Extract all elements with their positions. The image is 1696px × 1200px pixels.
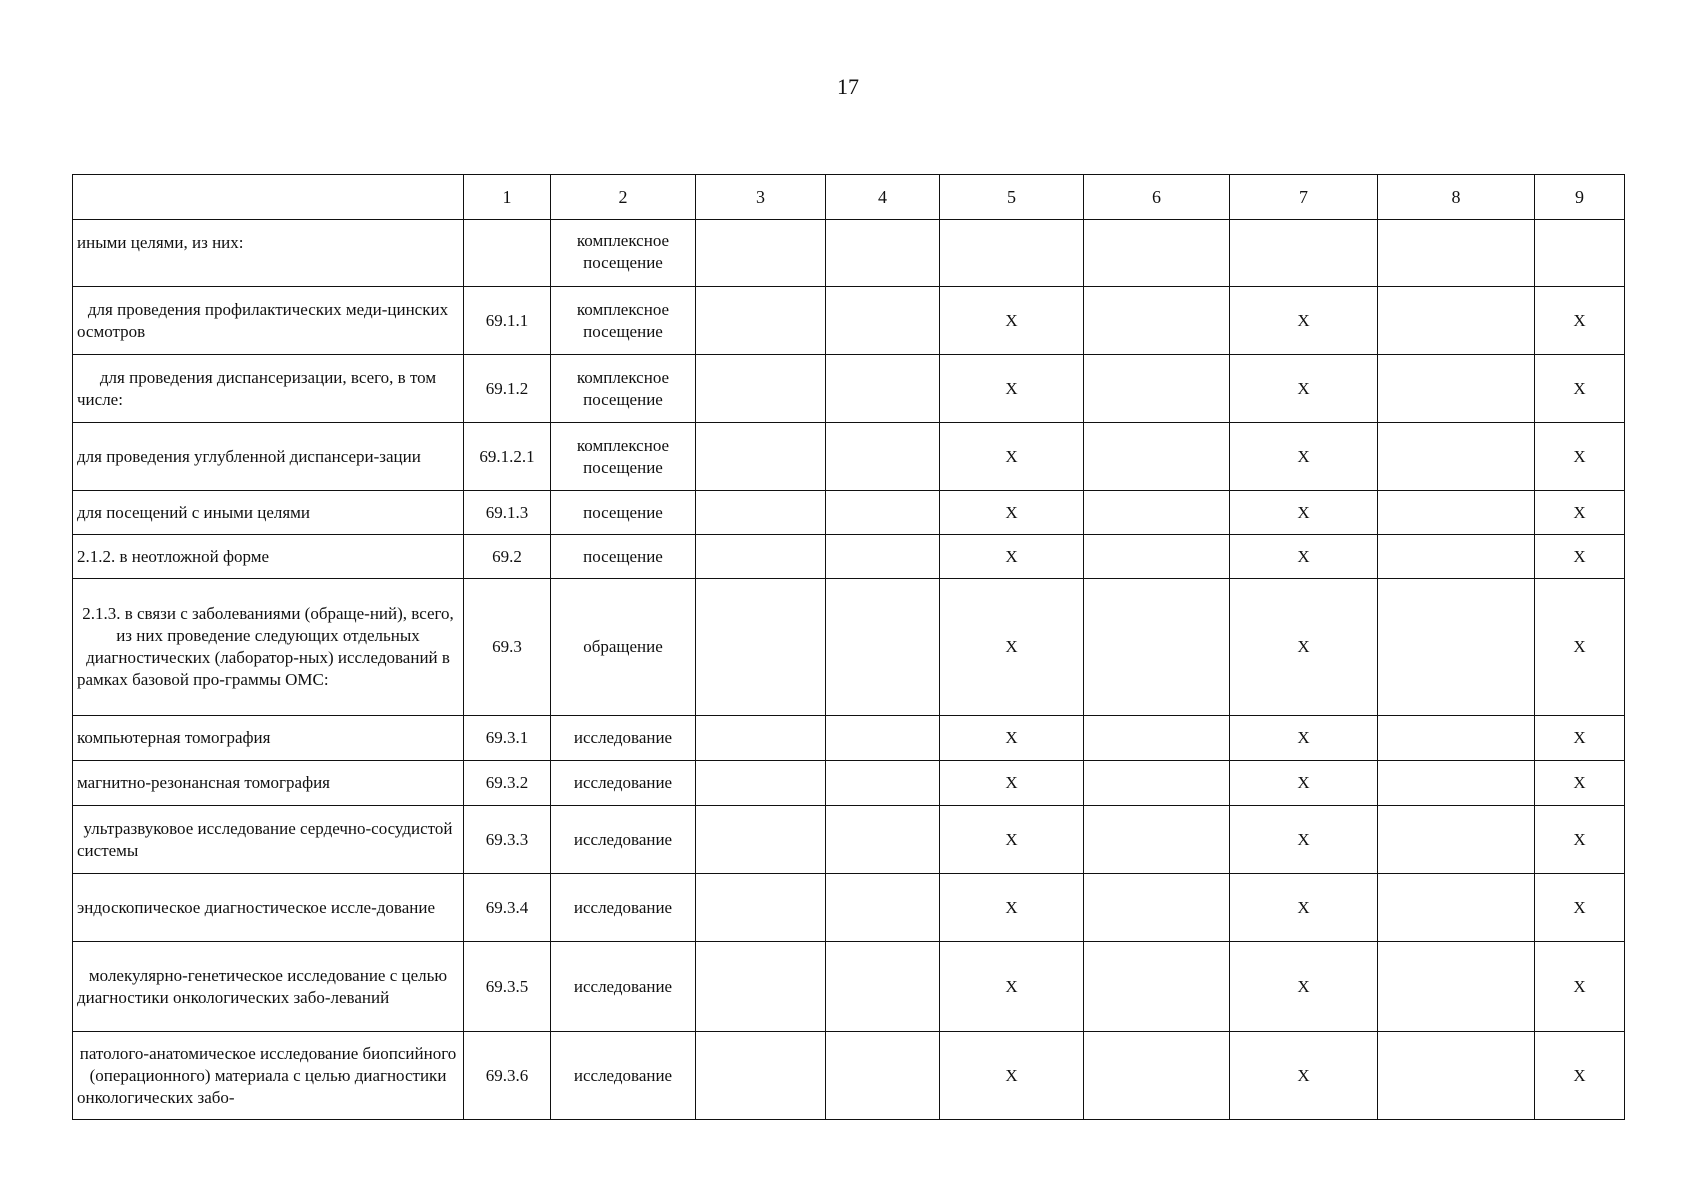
col8-cell	[1378, 491, 1535, 535]
col9-cell: X	[1535, 287, 1625, 355]
table-row	[73, 806, 1625, 874]
col3-cell	[696, 942, 826, 1032]
header-cell	[73, 175, 464, 220]
row-unit: исследование	[551, 874, 696, 942]
col8-cell	[1378, 874, 1535, 942]
col6-cell	[1084, 1032, 1230, 1120]
col8-cell	[1378, 942, 1535, 1032]
col3-cell	[696, 491, 826, 535]
row-code: 69.1.3	[464, 491, 551, 535]
col4-cell	[826, 942, 940, 1032]
col9-cell: X	[1535, 716, 1625, 761]
col6-cell	[1084, 535, 1230, 579]
table-row	[73, 716, 1625, 761]
col5-cell: X	[940, 716, 1084, 761]
table-row	[73, 423, 1625, 491]
row-code: 69.3.6	[464, 1032, 551, 1120]
row-name: 2.1.2. в неотложной форме	[73, 535, 464, 579]
col4-cell	[826, 423, 940, 491]
row-unit: посещение	[551, 535, 696, 579]
col7-cell: X	[1230, 806, 1378, 874]
col6-cell	[1084, 874, 1230, 942]
row-code	[464, 220, 551, 287]
table-row	[73, 1032, 1625, 1120]
table-row	[73, 220, 1625, 287]
col8-cell	[1378, 1032, 1535, 1120]
col3-cell	[696, 806, 826, 874]
col4-cell	[826, 220, 940, 287]
row-name: ультразвуковое исследование сердечно-сосудистой системы	[73, 806, 464, 874]
row-unit: комплексное посещение	[551, 287, 696, 355]
header-cell: 8	[1378, 175, 1535, 220]
col4-cell	[826, 874, 940, 942]
page-number: 17	[837, 74, 859, 99]
header-row	[73, 175, 1625, 220]
header-cell: 5	[940, 175, 1084, 220]
col9-cell	[1535, 220, 1625, 287]
col6-cell	[1084, 491, 1230, 535]
col6-cell	[1084, 716, 1230, 761]
col8-cell	[1378, 220, 1535, 287]
row-unit: исследование	[551, 942, 696, 1032]
col5-cell: X	[940, 942, 1084, 1032]
col3-cell	[696, 716, 826, 761]
col6-cell	[1084, 942, 1230, 1032]
row-code: 69.3.2	[464, 761, 551, 806]
col5-cell: X	[940, 423, 1084, 491]
row-unit: комплексное посещение	[551, 423, 696, 491]
col5-cell: X	[940, 761, 1084, 806]
col3-cell	[696, 535, 826, 579]
col7-cell: X	[1230, 761, 1378, 806]
row-code: 69.3.5	[464, 942, 551, 1032]
col3-cell	[696, 1032, 826, 1120]
col6-cell	[1084, 355, 1230, 423]
table-row	[73, 579, 1625, 716]
col4-cell	[826, 535, 940, 579]
col9-cell: X	[1535, 1032, 1625, 1120]
col6-cell	[1084, 806, 1230, 874]
col4-cell	[826, 491, 940, 535]
row-unit: обращение	[551, 579, 696, 716]
col5-cell: X	[940, 535, 1084, 579]
table-row	[73, 761, 1625, 806]
table-row	[73, 535, 1625, 579]
row-code: 69.1.2.1	[464, 423, 551, 491]
col7-cell: X	[1230, 287, 1378, 355]
col8-cell	[1378, 761, 1535, 806]
row-name: магнитно-резонансная томография	[73, 761, 464, 806]
col3-cell	[696, 287, 826, 355]
table-row	[73, 287, 1625, 355]
col9-cell: X	[1535, 579, 1625, 716]
row-unit: комплексное посещение	[551, 220, 696, 287]
row-name: эндоскопическое диагностическое иссле-дование	[73, 874, 464, 942]
col8-cell	[1378, 806, 1535, 874]
row-unit: комплексное посещение	[551, 355, 696, 423]
row-name: для проведения углубленной диспансери-зации	[73, 423, 464, 491]
col3-cell	[696, 761, 826, 806]
col5-cell: X	[940, 491, 1084, 535]
row-name: молекулярно-генетическое исследование с целью диагностики онкологических забо-леваний	[73, 942, 464, 1032]
row-code: 69.1.1	[464, 287, 551, 355]
col8-cell	[1378, 287, 1535, 355]
row-name: патолого-анатомическое исследование биопсийного (операционного) материала с целью диагностики онкологических забо-	[73, 1032, 464, 1120]
col8-cell	[1378, 716, 1535, 761]
col3-cell	[696, 874, 826, 942]
table-row	[73, 491, 1625, 535]
col9-cell: X	[1535, 874, 1625, 942]
row-name: 2.1.3. в связи с заболеваниями (обраще-ний), всего, из них проведение следующих отдельных диагностических (лаборатор-ных) исследований в рамках базовой про-граммы ОМС:	[73, 579, 464, 716]
row-name: для посещений с иными целями	[73, 491, 464, 535]
row-code: 69.3	[464, 579, 551, 716]
col7-cell: X	[1230, 874, 1378, 942]
col9-cell: X	[1535, 806, 1625, 874]
col9-cell: X	[1535, 942, 1625, 1032]
header-cell: 1	[464, 175, 551, 220]
col5-cell: X	[940, 287, 1084, 355]
col3-cell	[696, 220, 826, 287]
col5-cell: X	[940, 579, 1084, 716]
data-table	[72, 174, 1625, 1120]
header-cell: 7	[1230, 175, 1378, 220]
col5-cell: X	[940, 355, 1084, 423]
col8-cell	[1378, 355, 1535, 423]
col6-cell	[1084, 423, 1230, 491]
col5-cell	[940, 220, 1084, 287]
col7-cell: X	[1230, 491, 1378, 535]
col6-cell	[1084, 579, 1230, 716]
col4-cell	[826, 761, 940, 806]
col4-cell	[826, 287, 940, 355]
row-code: 69.3.4	[464, 874, 551, 942]
col4-cell	[826, 579, 940, 716]
col7-cell: X	[1230, 355, 1378, 423]
table-row	[73, 355, 1625, 423]
row-code: 69.2	[464, 535, 551, 579]
row-name: иными целями, из них:	[73, 220, 464, 287]
col9-cell: X	[1535, 761, 1625, 806]
row-unit: исследование	[551, 806, 696, 874]
row-name: для проведения диспансеризации, всего, в том числе:	[73, 355, 464, 423]
header-cell: 3	[696, 175, 826, 220]
header-cell: 4	[826, 175, 940, 220]
col8-cell	[1378, 579, 1535, 716]
col7-cell: X	[1230, 535, 1378, 579]
col4-cell	[826, 355, 940, 423]
col8-cell	[1378, 423, 1535, 491]
col9-cell: X	[1535, 491, 1625, 535]
col3-cell	[696, 579, 826, 716]
col3-cell	[696, 423, 826, 491]
row-code: 69.3.1	[464, 716, 551, 761]
row-name: для проведения профилактических меди-цинских осмотров	[73, 287, 464, 355]
col9-cell: X	[1535, 535, 1625, 579]
col8-cell	[1378, 535, 1535, 579]
col7-cell: X	[1230, 1032, 1378, 1120]
col6-cell	[1084, 287, 1230, 355]
col9-cell: X	[1535, 423, 1625, 491]
row-unit: посещение	[551, 491, 696, 535]
col4-cell	[826, 716, 940, 761]
col7-cell: X	[1230, 579, 1378, 716]
col5-cell: X	[940, 874, 1084, 942]
row-unit: исследование	[551, 761, 696, 806]
col6-cell	[1084, 220, 1230, 287]
row-unit: исследование	[551, 1032, 696, 1120]
col5-cell: X	[940, 1032, 1084, 1120]
header-cell: 9	[1535, 175, 1625, 220]
row-code: 69.3.3	[464, 806, 551, 874]
col7-cell: X	[1230, 942, 1378, 1032]
col3-cell	[696, 355, 826, 423]
table-row	[73, 874, 1625, 942]
row-name: компьютерная томография	[73, 716, 464, 761]
col7-cell: X	[1230, 716, 1378, 761]
header-cell: 6	[1084, 175, 1230, 220]
row-unit: исследование	[551, 716, 696, 761]
header-cell: 2	[551, 175, 696, 220]
table-row	[73, 942, 1625, 1032]
col5-cell: X	[940, 806, 1084, 874]
col4-cell	[826, 806, 940, 874]
row-code: 69.1.2	[464, 355, 551, 423]
col4-cell	[826, 1032, 940, 1120]
col7-cell: X	[1230, 423, 1378, 491]
col6-cell	[1084, 761, 1230, 806]
col9-cell: X	[1535, 355, 1625, 423]
col7-cell	[1230, 220, 1378, 287]
